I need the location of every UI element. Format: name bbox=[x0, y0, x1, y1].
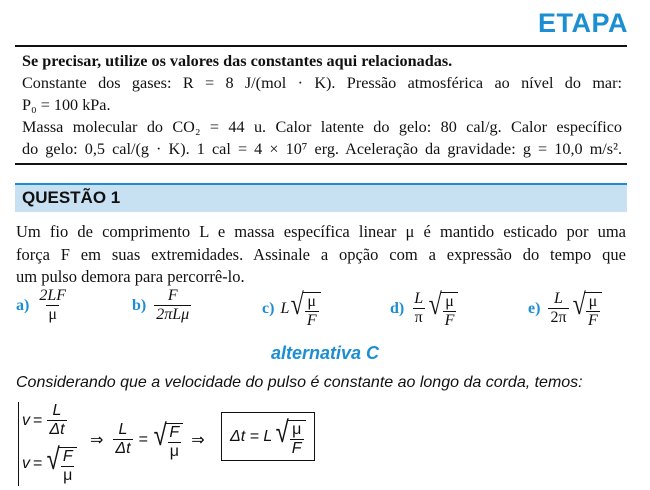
constants-line-2: P₀ = 100 kPa. bbox=[22, 96, 111, 114]
tension-sqrt bbox=[45, 442, 76, 485]
constants-line-1: Constante dos gases: R = 8 J/(mol · K). Pressão atmosférica ao nível do mar: bbox=[22, 74, 622, 92]
delta-t-symbol: Δt bbox=[115, 440, 131, 457]
constants-heading: Se precisar, utilize os valores das constantes aqui relacionadas. bbox=[22, 52, 453, 70]
question-title-bar bbox=[15, 183, 627, 212]
option-b[interactable] bbox=[132, 287, 193, 324]
result-lhs: Δt = L bbox=[230, 427, 273, 445]
tension-over-density-fraction bbox=[61, 448, 75, 485]
option-a-numerator: 2LF bbox=[39, 287, 66, 304]
constants-line-4: do gelo: 0,5 cal/(g · K). 1 cal = 4 × 10⁷ erg. Aceleração da gravidade: g = 10,0 m/s². bbox=[22, 140, 622, 158]
option-c-label: c) bbox=[262, 299, 275, 317]
option-c-numerator: μ bbox=[307, 293, 316, 310]
option-d-radicand bbox=[443, 293, 457, 330]
implies-arrow-icon: ⇒ bbox=[191, 431, 205, 449]
question-line-1: Um fio de comprimento L e massa específica linear μ é mantido esticado por uma bbox=[16, 222, 626, 241]
constants-divider bbox=[15, 163, 627, 165]
constants-line-3: Massa molecular do CO₂ = 44 u. Calor latente do gelo: 80 cal/g. Calor específico bbox=[22, 118, 622, 136]
option-e-denominator: 2π bbox=[550, 309, 567, 326]
result-box bbox=[221, 412, 315, 461]
density-symbol: μ bbox=[63, 467, 73, 484]
option-a-denominator: μ bbox=[48, 306, 57, 323]
solution-block bbox=[16, 398, 636, 488]
explanation-text: Considerando que a velocidade do pulso é constante ao longo da corda, temos: bbox=[16, 374, 583, 391]
sqrt-symbol-icon: √ bbox=[46, 443, 61, 476]
option-a-fraction bbox=[37, 287, 68, 324]
top-divider bbox=[15, 45, 627, 47]
option-d[interactable] bbox=[390, 287, 458, 330]
result-sqrt bbox=[274, 415, 305, 458]
length-symbol: L bbox=[118, 421, 128, 438]
options-row bbox=[0, 287, 650, 332]
option-d-denominator: π bbox=[414, 309, 423, 326]
equals-sign: = bbox=[138, 430, 148, 448]
implies-arrow-icon: ⇒ bbox=[90, 431, 104, 449]
option-d-fraction bbox=[412, 290, 425, 327]
density-symbol: μ bbox=[292, 421, 302, 438]
option-e-numerator: L bbox=[554, 290, 563, 307]
option-a[interactable] bbox=[16, 287, 70, 324]
delta-t-symbol: Δt bbox=[49, 421, 65, 438]
combined-left-fraction bbox=[113, 421, 132, 458]
option-c-coefficient: L bbox=[280, 299, 290, 317]
combined-right-fraction bbox=[167, 424, 181, 461]
velocity-symbol: v bbox=[22, 411, 30, 429]
option-d-radicand-numerator: μ bbox=[445, 293, 454, 310]
sqrt-symbol-icon: √ bbox=[275, 416, 290, 449]
equation-velocity-length bbox=[22, 402, 69, 439]
option-e-radicand bbox=[586, 293, 600, 330]
combined-sqrt bbox=[152, 418, 183, 461]
etapa-logo: ETAPA bbox=[538, 8, 628, 38]
answer-heading: alternativa C bbox=[270, 343, 380, 363]
density-symbol: μ bbox=[169, 443, 179, 460]
result-fraction bbox=[290, 421, 304, 458]
force-symbol: F bbox=[291, 440, 302, 457]
option-b-denominator: 2πLμ bbox=[156, 306, 190, 323]
option-e-radicand-numerator: μ bbox=[588, 293, 598, 310]
option-b-label: b) bbox=[132, 296, 147, 314]
force-symbol: F bbox=[62, 448, 73, 465]
question-title: QUESTÃO 1 bbox=[22, 188, 121, 207]
question-line-2: força F em suas extremidades. Assinale a opção com a expressão do tempo que bbox=[16, 244, 626, 264]
option-e[interactable] bbox=[528, 287, 602, 330]
force-symbol: F bbox=[169, 424, 180, 441]
option-b-numerator: F bbox=[167, 287, 178, 304]
equation-velocity-tension bbox=[22, 442, 77, 485]
equals-sign: = bbox=[33, 411, 43, 429]
option-d-label: d) bbox=[390, 299, 405, 317]
option-c-denominator: F bbox=[306, 312, 317, 329]
sqrt-symbol-icon: √ bbox=[153, 419, 167, 452]
length-over-time-fraction bbox=[47, 402, 66, 439]
question-line-3: um pulso demora para percorrê-lo. bbox=[16, 267, 245, 286]
option-c-fraction bbox=[305, 293, 319, 330]
velocity-symbol: v bbox=[22, 454, 30, 472]
equals-sign: = bbox=[33, 454, 43, 472]
option-c[interactable] bbox=[262, 287, 321, 330]
sqrt-symbol-icon: √ bbox=[290, 288, 305, 321]
option-e-radicand-denominator: F bbox=[587, 312, 598, 329]
equation-combined bbox=[90, 418, 205, 461]
system-brace bbox=[18, 402, 19, 486]
option-a-label: a) bbox=[16, 296, 30, 314]
constants-block bbox=[22, 50, 622, 160]
option-c-sqrt bbox=[289, 287, 320, 330]
question-text bbox=[16, 221, 626, 289]
option-d-radicand-denominator: F bbox=[444, 312, 455, 329]
option-d-numerator: L bbox=[414, 290, 424, 307]
option-e-fraction bbox=[548, 290, 568, 327]
option-e-label: e) bbox=[528, 299, 541, 317]
option-d-sqrt bbox=[427, 287, 458, 330]
sqrt-symbol-icon: √ bbox=[572, 288, 586, 321]
length-symbol: L bbox=[52, 402, 62, 419]
option-e-sqrt bbox=[571, 287, 602, 330]
sqrt-symbol-icon: √ bbox=[428, 288, 442, 321]
option-b-fraction bbox=[154, 287, 191, 324]
